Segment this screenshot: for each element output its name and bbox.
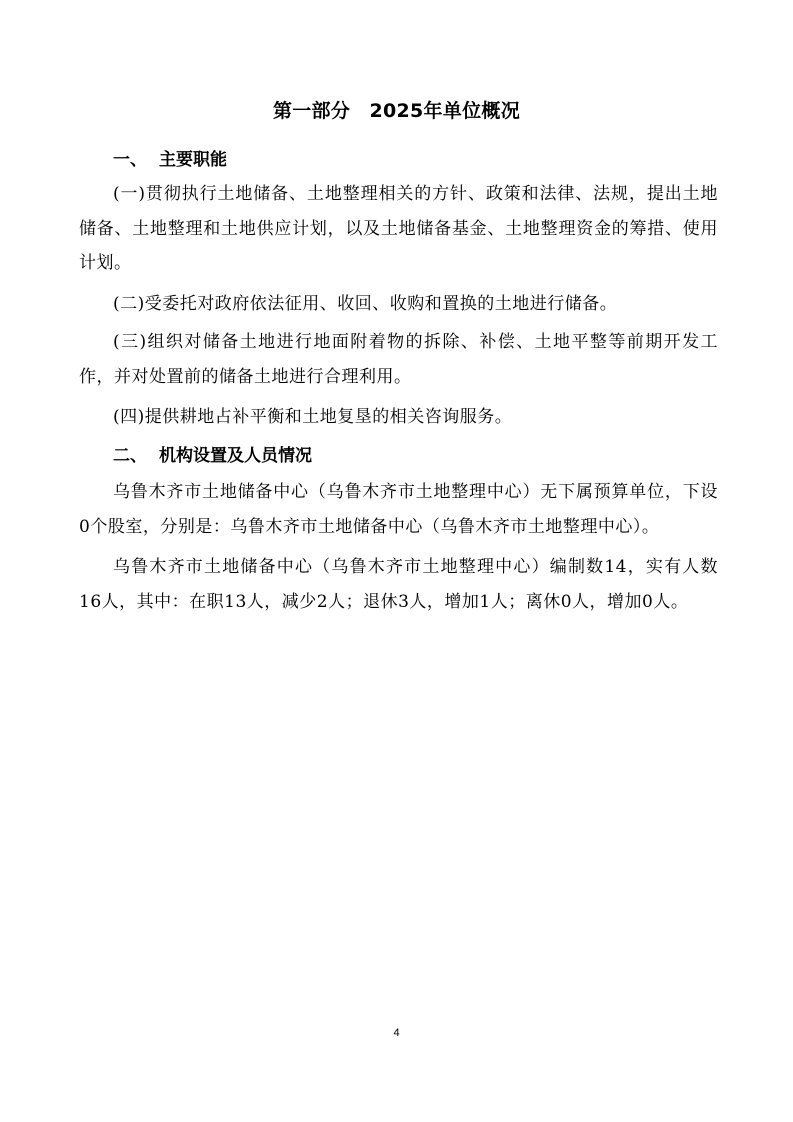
paragraph-staffing: 乌鲁木齐市土地储备中心（乌鲁木齐市土地整理中心）编制数14，实有人数16人，其中：在职13人，减少2人；退休3人，增加1人；离休0人，增加0人。: [79, 557, 718, 612]
paragraph-function-2: (二)受委托对政府依法征用、收回、收购和置换的土地进行储备。: [113, 294, 618, 314]
paragraph-function-4: (四)提供耕地占补平衡和土地复垦的相关咨询服务。: [113, 407, 513, 427]
paragraph-function-1: (一)贯彻执行土地储备、土地整理相关的方针、政策和法律、法规，提出土地储备、土地整理和土地供应计划，以及土地储备基金、土地整理资金的筹措、使用计划。: [79, 184, 718, 273]
paragraph-organization: 乌鲁木齐市土地储备中心（乌鲁木齐市土地整理中心）无下属预算单位，下设0个股室，分别是：乌鲁木齐市土地储备中心（乌鲁木齐市土地整理中心）。: [79, 482, 718, 537]
section-heading-main-functions: [113, 148, 227, 172]
section-number: 二、: [113, 446, 147, 466]
section-heading-organization: [113, 444, 312, 468]
section-heading-text: 主要职能: [159, 150, 227, 170]
paragraph-function-3: (三)组织对储备土地进行地面附着物的拆除、补偿、土地平整等前期开发工作，并对处置前的储备土地进行合理利用。: [79, 332, 718, 387]
page-title: 第一部分 2025年单位概况: [272, 100, 521, 122]
page-number: 4: [393, 1027, 400, 1039]
section-heading-text: 机构设置及人员情况: [159, 446, 312, 466]
section-number: 一、: [113, 150, 147, 170]
